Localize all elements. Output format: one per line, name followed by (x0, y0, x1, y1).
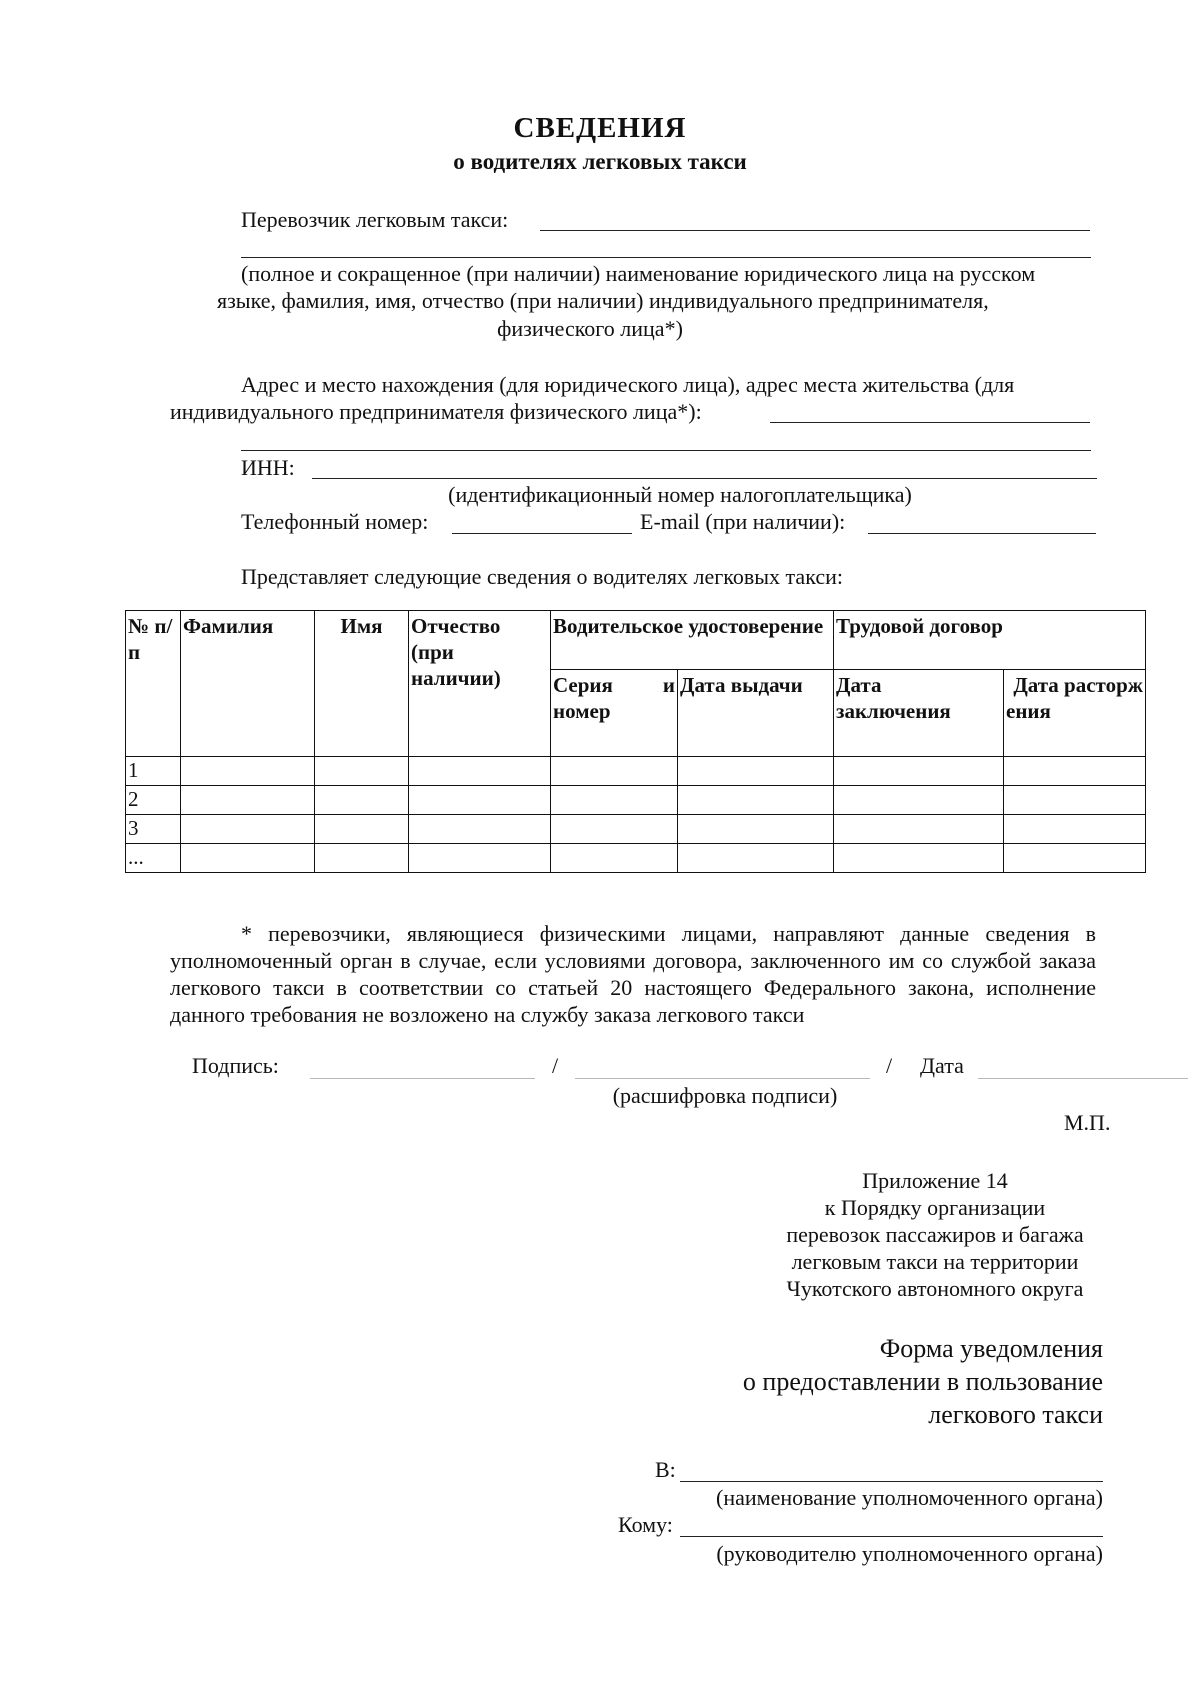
cell-name[interactable] (315, 844, 409, 873)
cell-terminated[interactable] (1004, 786, 1146, 815)
cell-series[interactable] (551, 757, 678, 786)
document-title: СВЕДЕНИЯ (513, 112, 687, 144)
email-label: E-mail (при наличии): (640, 509, 846, 534)
table-row (126, 815, 1146, 844)
cell-concluded[interactable] (834, 815, 1004, 844)
signature-slash-1: / (552, 1053, 559, 1078)
cell-concluded[interactable] (834, 844, 1004, 873)
cell-patronymic[interactable] (409, 815, 551, 844)
phone-field[interactable] (452, 533, 632, 534)
cell-series[interactable] (551, 786, 678, 815)
table-row (126, 757, 1146, 786)
cell-patronymic[interactable] (409, 757, 551, 786)
phone-label: Телефонный номер: (241, 509, 429, 534)
carrier-note-line1: (полное и сокращенное (при наличии) наименование юридического лица на русском (241, 261, 1036, 286)
whom-label: Кому: (618, 1512, 673, 1537)
date-label: Дата (920, 1053, 964, 1078)
cell-series[interactable] (551, 844, 678, 873)
cell-terminated[interactable] (1004, 815, 1146, 844)
cell-issue[interactable] (678, 757, 834, 786)
signature-slash-2: / (886, 1053, 893, 1078)
cell-surname[interactable] (181, 844, 315, 873)
carrier-field[interactable] (540, 230, 1090, 231)
cell-issue[interactable] (678, 786, 834, 815)
header-patronymic: Отчество (при наличии) (409, 611, 551, 757)
table-row (126, 786, 1146, 815)
carrier-label: Перевозчик легковым такси: (241, 207, 509, 232)
signature-label: Подпись: (192, 1053, 279, 1078)
appendix-line5: Чукотского автономного округа (786, 1276, 1084, 1301)
carrier-note-line2: языке, фамилия, имя, отчество (при наличии) индивидуального предпринимателя, (217, 288, 989, 313)
cell-surname[interactable] (181, 786, 315, 815)
header-series-number: Серия и номер (551, 670, 678, 757)
signature-decoding-field[interactable] (575, 1078, 870, 1079)
address-label-line2: индивидуального предпринимателя физического лица*): (170, 399, 702, 424)
cell-concluded[interactable] (834, 757, 1004, 786)
header-surname: Фамилия (181, 611, 315, 757)
signature-note: (расшифровка подписи) (612, 1083, 838, 1108)
appendix-line2: к Порядку организации (824, 1195, 1046, 1220)
inn-field[interactable] (312, 478, 1097, 479)
drivers-table (125, 610, 1146, 873)
appendix-line1: Приложение 14 (862, 1168, 1008, 1193)
whom-note: (руководителю уполномоченного органа) (716, 1541, 1103, 1566)
header-contract-group: Трудовой договор (834, 611, 1146, 670)
cell-patronymic[interactable] (409, 786, 551, 815)
cell-surname[interactable] (181, 815, 315, 844)
address-field-line2[interactable] (241, 450, 1091, 451)
date-field[interactable] (978, 1078, 1188, 1079)
header-name: Имя (315, 611, 409, 757)
header-license-group: Водительское удостоверение (551, 611, 834, 670)
header-num: № п/п (126, 611, 181, 757)
signature-field[interactable] (310, 1078, 535, 1079)
address-field[interactable] (770, 422, 1090, 423)
row-number: 3 (126, 815, 181, 844)
cell-concluded[interactable] (834, 786, 1004, 815)
cell-issue[interactable] (678, 815, 834, 844)
appendix-line3: перевозок пассажиров и багажа (786, 1222, 1084, 1247)
appendix-line4: легковым такси на территории (791, 1249, 1079, 1274)
document-subtitle: о водителях легковых такси (453, 149, 747, 174)
to-label: В: (655, 1457, 676, 1482)
cell-series[interactable] (551, 815, 678, 844)
inn-note: (идентификационный номер налогоплательщика) (448, 482, 912, 507)
carrier-field-line2[interactable] (241, 257, 1091, 258)
stamp-label: М.П. (1064, 1110, 1111, 1135)
cell-terminated[interactable] (1004, 757, 1146, 786)
row-number: 2 (126, 786, 181, 815)
header-issue-date: Дата выдачи (678, 670, 834, 757)
cell-name[interactable] (315, 815, 409, 844)
form-title-line3: легкового такси (928, 1400, 1103, 1429)
cell-name[interactable] (315, 757, 409, 786)
cell-name[interactable] (315, 786, 409, 815)
inn-label: ИНН: (241, 455, 295, 480)
carrier-note-line3: физического лица*) (497, 316, 683, 341)
row-number: 1 (126, 757, 181, 786)
row-number: ... (126, 844, 181, 873)
form-title-line2: о предоставлении в пользование (742, 1367, 1103, 1396)
cell-surname[interactable] (181, 757, 315, 786)
header-concluded-date: Дата заключения (834, 670, 1004, 757)
address-label-line1: Адрес и место нахождения (для юридического лица), адрес места жительства (для (241, 372, 1015, 397)
form-title-line1: Форма уведомления (879, 1334, 1103, 1363)
cell-patronymic[interactable] (409, 844, 551, 873)
header-terminated-date: Дата расторжения (1004, 670, 1146, 757)
to-note: (наименование уполномоченного органа) (716, 1485, 1103, 1510)
to-field[interactable] (680, 1481, 1103, 1482)
footnote: * перевозчики, являющиеся физическими лицами, направляют данные сведения в уполномоченный орган в случае, если условиями договора, заключенного им со службой заказа легкового такси в соответствии со статьей 20 настоящего Федерального закона, исполнение данного требования не возложено на службу заказа легкового такси (170, 921, 1096, 1027)
cell-terminated[interactable] (1004, 844, 1146, 873)
cell-issue[interactable] (678, 844, 834, 873)
email-field[interactable] (868, 533, 1096, 534)
whom-field[interactable] (680, 1536, 1103, 1537)
table-row (126, 844, 1146, 873)
table-intro: Представляет следующие сведения о водителях легковых такси: (241, 564, 843, 589)
